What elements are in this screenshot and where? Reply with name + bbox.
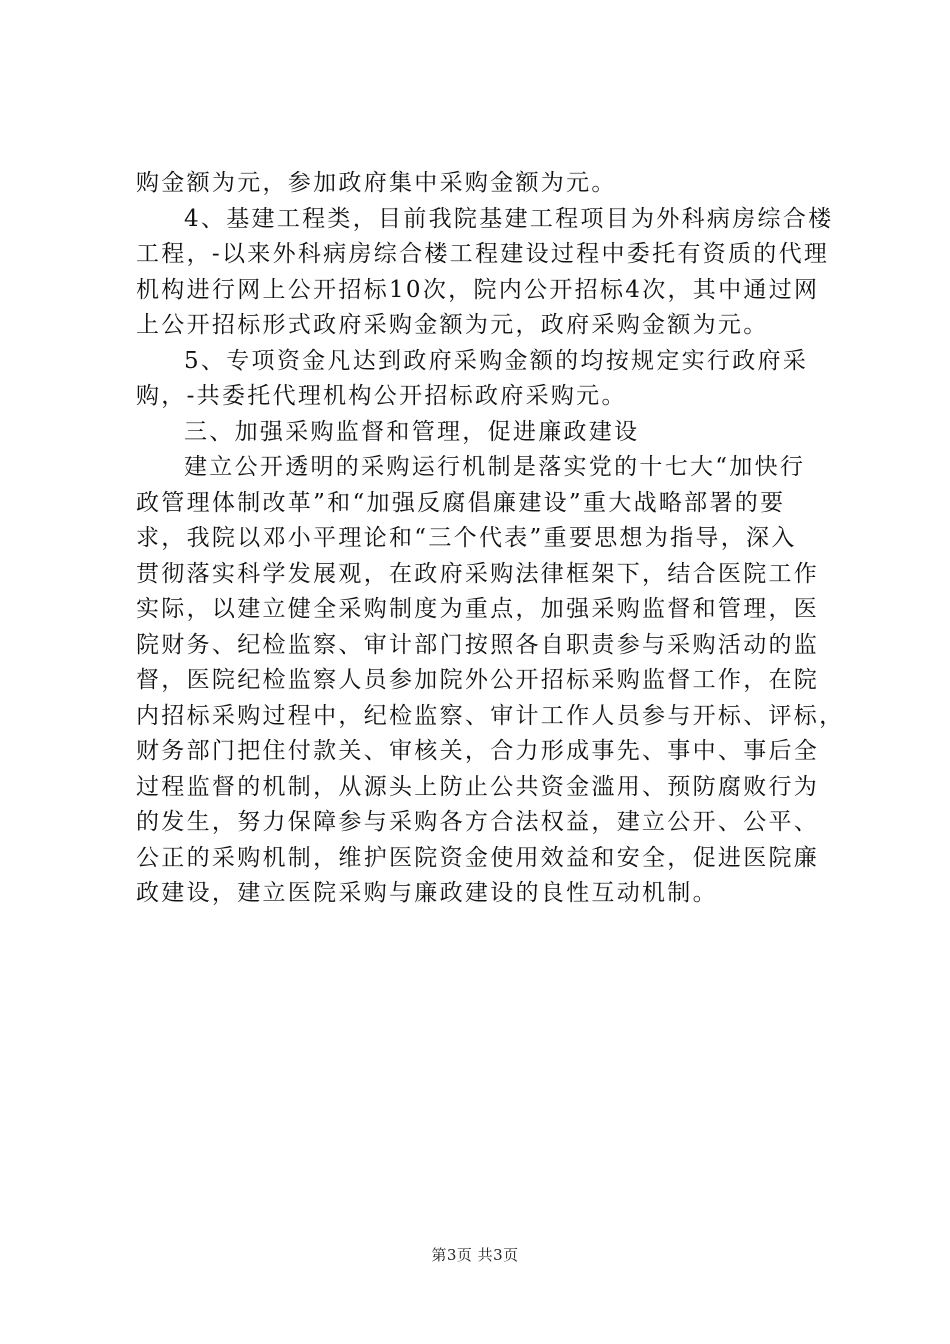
text-line: 政管理体制改革”和“加强反腐倡廉建设”重大战略部署的要	[136, 489, 786, 516]
text-line: 5、专项资金凡达到政府采购金额的均按规定实行政府采	[184, 347, 809, 374]
text-line: 购，-共委托代理机构公开招标政府采购元。	[136, 383, 627, 409]
text-line: 公正的采购机制，维护医院资金使用效益和安全，促进医院廉	[136, 844, 820, 871]
text-line: 实际，以建立健全采购制度为重点，加强采购监督和管理，医	[136, 596, 820, 622]
page-number: 第3页 共3页	[431, 1246, 519, 1264]
document-body	[136, 166, 845, 912]
section-heading: 三、加强采购监督和管理，促进廉政建设	[184, 418, 640, 445]
text-line: 政建设，建立医院采购与廉政建设的良性互动机制。	[136, 880, 718, 906]
text-line: 的发生，努力保障参与采购各方合法权益，建立公开、公平、	[136, 809, 820, 835]
text-line: 贯彻落实科学发展观，在政府采购法律框架下，结合医院工作	[136, 560, 820, 587]
text-line: 4、基建工程类，目前我院基建工程项目为外科病房综合楼	[184, 205, 834, 232]
text-line: 购金额为元，参加政府集中采购金额为元。	[136, 170, 617, 196]
text-line: 院财务、纪检监察、审计部门按照各自职责参与采购活动的监	[136, 631, 820, 658]
text-line: 内招标采购过程中，纪检监察、审计工作人员参与开标、评标，	[136, 702, 845, 729]
text-line: 上公开招标形式政府采购金额为元，政府采购金额为元。	[136, 312, 769, 338]
text-line: 机构进行网上公开招标10次，院内公开招标4次，其中通过网	[136, 276, 820, 303]
text-line: 求，我院以邓小平理论和“三个代表”重要思想为指导，深入	[136, 525, 797, 551]
text-line: 建立公开透明的采购运行机制是落实党的十七大“加快行	[184, 454, 806, 480]
page-footer	[0, 1244, 950, 1265]
text-line: 工程，-以来外科病房综合楼工程建设过程中委托有资质的代理	[136, 241, 830, 267]
text-line: 财务部门把住付款关、审核关，合力形成事先、事中、事后全	[136, 738, 820, 764]
text-line: 过程监督的机制，从源头上防止公共资金滥用、预防腐败行为	[136, 773, 820, 800]
text-line: 督，医院纪检监察人员参加院外公开招标采购监督工作，在院	[136, 667, 820, 693]
